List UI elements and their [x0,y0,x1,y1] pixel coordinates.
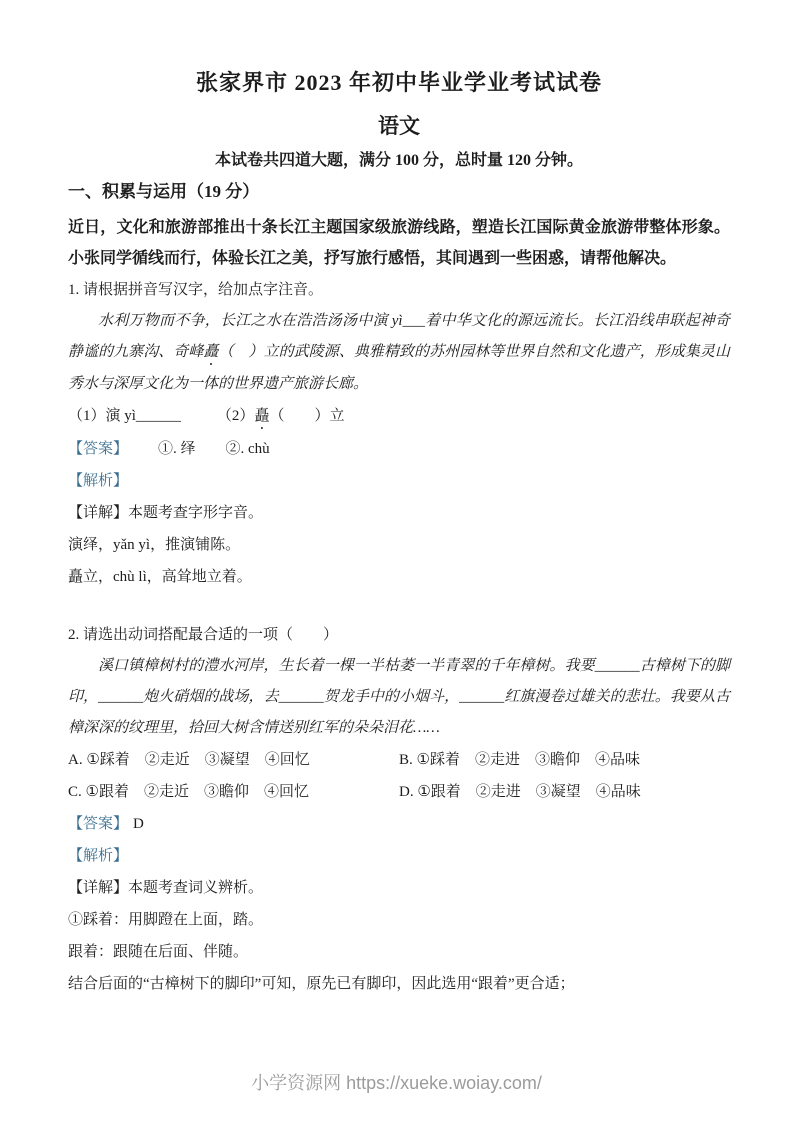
question-1-explanation-1: 演绎，yǎn yì，推演铺陈。 [68,537,241,553]
question-1-detail: 【详解】本题考查字形字音。 [68,505,264,521]
question-2-explanation-3: 结合后面的“古樟树下的脚印”可知，原先已有脚印，因此选用“跟着”更合适； [68,976,575,992]
answer-label: 【答案】 [68,816,129,832]
analysis-label: 【解析】 [68,473,129,489]
analysis-label: 【解析】 [68,848,129,864]
question-2-detail: 【详解】本题考查词义辨析。 [68,880,264,896]
page-title: 张家界市 2023 年初中毕业学业考试试卷 [195,70,602,95]
blank-item-2 [217,408,345,424]
section-1-heading: 一、积累与运用（19 分） [68,182,260,201]
question-1-explanation-2: 矗立，chù lì，高耸地立着。 [68,569,252,585]
question-2-stem: 2. 请选出动词搭配最合适的一项（ ） [68,627,339,643]
exam-info-line: 本试卷共四道大题，满分 100 分，总时量 120 分钟。 [214,152,583,169]
answer-value: ①. 绎 ②. chù [158,441,270,457]
blank-2-prefix: （2） [216,408,255,424]
dotted-character: 矗 [203,344,219,360]
footer-site-text: 小学资源网 https://xueke.woiay.com/ [251,1073,542,1093]
intro-line-2: 小张同学循线而行，体验长江之美，抒写旅行感悟，其间遇到一些困惑，请帮他解决。 [68,250,677,267]
dotted-character: 矗 [254,408,270,424]
blank-2-suffix: （ ）立 [269,408,345,424]
question-2-explanation-1: ①踩着：用脚蹬在上面，踏。 [68,912,264,928]
question-1-blanks [68,400,730,433]
question-2-passage: 溪口镇樟树村的澧水河岸，生长着一棵一半枯萎一半青翠的千年樟树。我要______古樟树下的脚印，______炮火硝烟的战场，去______贺龙手中的小烟斗，______红旗漫卷过雄关的悲壮。我要从古樟深深的纹理里，拾回大树含情送别红军的朵朵泪花…… [68,658,730,736]
passage-text-before-dotted: 水利万物而不争，长江之水在浩浩汤汤中演 yì___着中华文化的源远流长。长江沿线串联起神奇静谧的九寨沟、奇峰 [68,313,730,360]
passage-text-after-dotted: （ ）立的武陵源、典雅精致的苏州园林等世界自然和文化遗产，形成集灵山秀水与深厚文化为一体的世界遗产旅游长廊。 [68,344,730,392]
option-b: B. ①踩着 ②走进 ③瞻仰 ④品味 [399,752,640,768]
question-2-analysis-row [68,840,730,872]
intro-line-1: 近日，文化和旅游部推出十条长江主题国家级旅游线路，塑造长江国际黄金旅游带整体形象。 [68,219,730,236]
question-1-analysis-row [68,465,730,497]
option-a: A. ①踩着 ②走近 ③凝望 ④回忆 [68,752,310,768]
question-1-stem: 1. 请根据拼音写汉字，给加点字注音。 [68,282,324,298]
section-1-intro [68,212,730,274]
answer-value: D [133,816,144,832]
option-c: C. ①跟着 ②走近 ③瞻仰 ④回忆 [68,784,309,800]
question-1-answer-row [68,433,730,465]
footer-watermark [0,1072,793,1094]
question-2-options [68,744,730,808]
question-2-answer-row [68,808,730,840]
question-2-explanation-2: 跟着：跟随在后面、伴随。 [68,944,249,960]
question-1-passage [68,306,730,400]
answer-label: 【答案】 [68,441,129,457]
subject-title: 语文 [378,114,420,138]
blank-item-1: （1）演 yì______ [68,408,181,424]
option-d: D. ①跟着 ②走进 ③凝望 ④品味 [399,784,641,800]
